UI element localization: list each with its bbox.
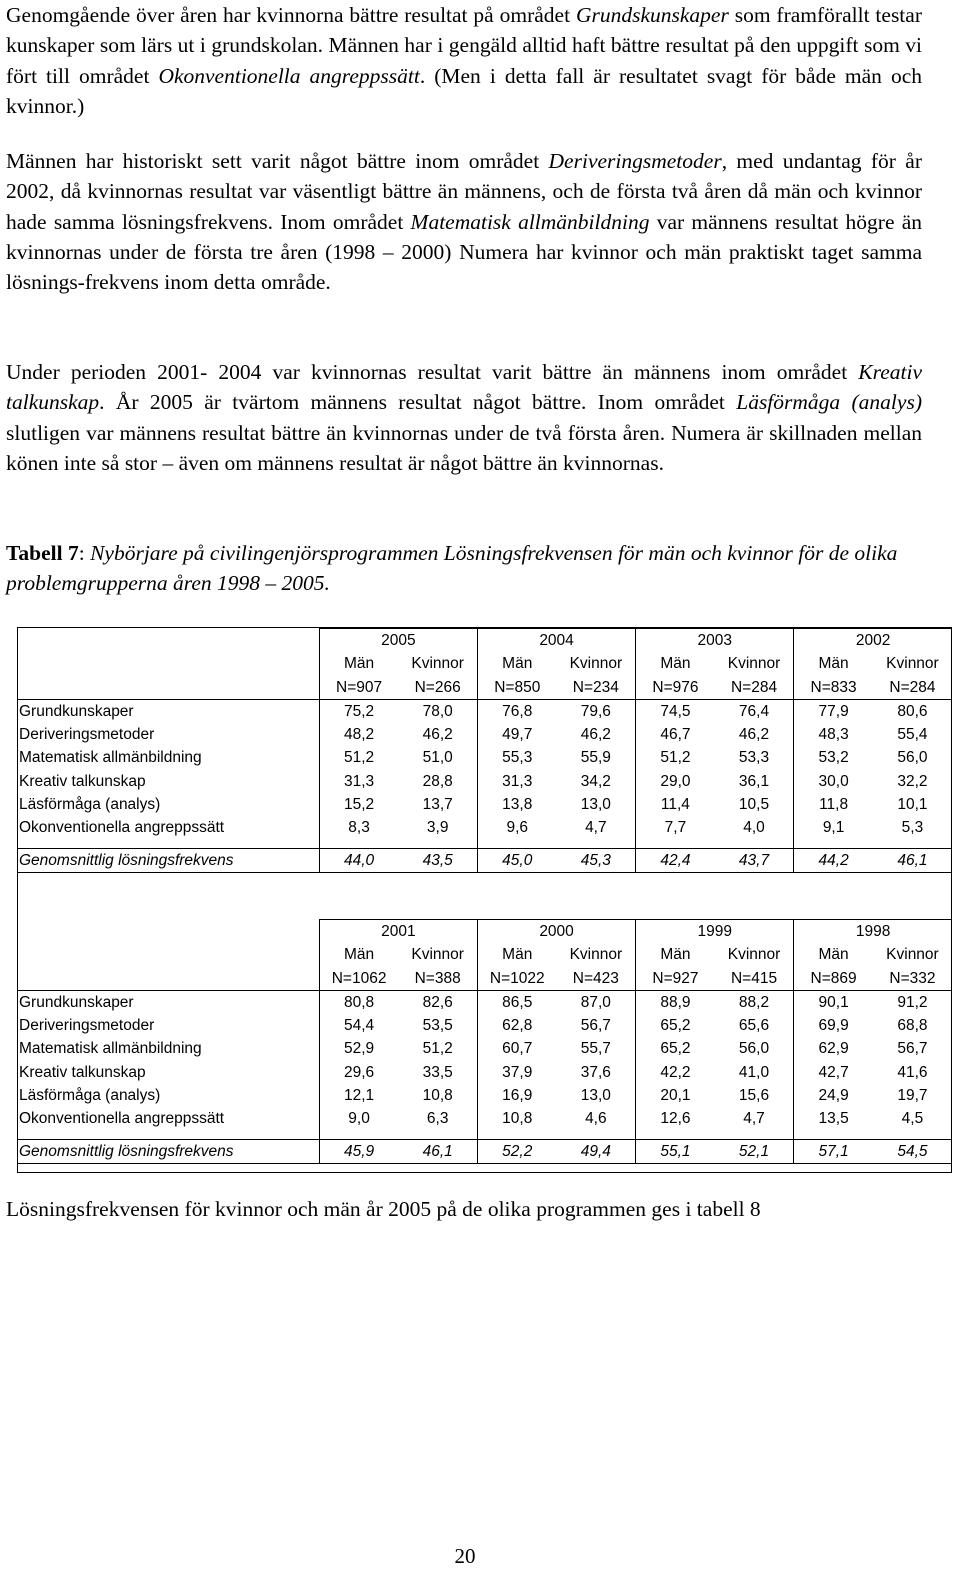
- table-cell: 86,5: [477, 990, 556, 1014]
- header-spacer: [17, 652, 319, 675]
- row-label: Grundkunskaper: [17, 699, 319, 723]
- table-cell: 65,2: [636, 1037, 715, 1060]
- row-label: Läsförmåga (analys): [19, 796, 161, 814]
- table-cell: 13,0: [580, 796, 611, 814]
- count-header: N=415: [730, 969, 778, 987]
- year-header: 2005: [319, 629, 477, 653]
- table-cell: 69,9: [794, 1014, 873, 1037]
- year-header: 1999: [636, 920, 794, 944]
- paragraph-1: [6, 0, 922, 121]
- table-cell: 10,1: [897, 796, 928, 814]
- table-cell: 4,5: [901, 1110, 924, 1128]
- table-cell: 51,0: [422, 749, 453, 767]
- sex-header-row: [17, 943, 952, 966]
- table-row: [17, 1061, 952, 1084]
- table-cell: 79,6: [557, 699, 636, 723]
- table-cell: 68,8: [897, 1017, 928, 1035]
- text-run: var männens resultat högre än kvinnornas under de första tre åren (1998 – 2000) Numera har kvinnor och män praktiskt taget samma lösnings-frekvens inom detta område.: [6, 209, 923, 295]
- row-label: Okonventionella angreppssätt: [19, 1110, 225, 1128]
- table-cell: 28,8: [422, 772, 453, 790]
- table-cell: 53,2: [794, 746, 873, 769]
- summary-cell: 45,9: [319, 1139, 398, 1163]
- header-spacer: [17, 967, 319, 991]
- summary-cell: 49,4: [557, 1139, 636, 1163]
- table-cell: 80,8: [319, 990, 398, 1014]
- table-row: [17, 793, 952, 816]
- text-run: . (Men i detta fall är resultatet svagt för både män och kvinnor.): [6, 63, 922, 118]
- count-header: N=423: [572, 969, 619, 987]
- table-cell: 46,2: [422, 726, 453, 744]
- spacer-cell: [636, 1131, 715, 1140]
- sex-header: Kvinnor: [411, 946, 464, 964]
- text-run: slutligen var männens resultat bättre än kvinnornas under de två första åren. Numera är skillnaden mellan könen inte så stor – även om männens resultat är något bättre än kvinnornas.: [6, 420, 922, 475]
- table-cell: 37,9: [477, 1061, 556, 1084]
- emphasis: Läsförmåga (analys): [736, 390, 922, 415]
- table-cell: 13,5: [794, 1107, 873, 1130]
- year-header: 2001: [319, 920, 477, 944]
- table-cell: 6,3: [426, 1110, 449, 1128]
- summary-row: [17, 848, 952, 872]
- spacer-cell: [398, 1131, 477, 1140]
- table-row: [17, 1084, 952, 1107]
- year-header-row: [17, 920, 952, 944]
- sex-header: Män: [636, 652, 715, 675]
- year-header: 2002: [794, 629, 952, 653]
- table-row: [17, 816, 952, 839]
- count-header: N=284: [730, 678, 778, 696]
- table-cell: 88,9: [636, 990, 715, 1014]
- results-table-2005-2002: [17, 628, 952, 873]
- spacer-cell: [398, 840, 477, 849]
- table-cell: 62,9: [794, 1037, 873, 1060]
- table-caption: [6, 538, 922, 599]
- summary-cell: 57,1: [794, 1139, 873, 1163]
- table-cell: 4,7: [743, 1110, 765, 1128]
- sex-header: Kvinnor: [886, 655, 939, 673]
- table-cell: 29,6: [319, 1061, 398, 1084]
- text-run: Under perioden 2001- 2004 var kvinnornas resultat varit bättre än männens inom området: [6, 360, 859, 384]
- summary-cell: 44,2: [794, 848, 873, 872]
- summary-row: [17, 1139, 952, 1163]
- table-cell: 56,0: [738, 1040, 770, 1058]
- table-cell: 24,9: [794, 1084, 873, 1107]
- row-label: Läsförmåga (analys): [19, 1087, 161, 1105]
- caption-text: Nybörjare på civilingenjörsprogrammen Lösningsfrekvensen för män och kvinnor för de olika problemgrupperna åren 1998 – 2005.: [6, 541, 898, 596]
- emphasis: Deriveringsmetoder: [548, 149, 722, 173]
- paragraph-2: [6, 146, 922, 297]
- table-cell: 42,2: [636, 1061, 715, 1084]
- header-spacer: [17, 629, 319, 653]
- sex-header: Män: [794, 652, 873, 675]
- sex-header: Kvinnor: [886, 946, 939, 964]
- emphasis: Kreativ talkunskap: [6, 360, 922, 415]
- table-row: [17, 723, 952, 746]
- count-header-row: [17, 967, 952, 991]
- table-cell: 12,1: [319, 1084, 398, 1107]
- row-label: Grundkunskaper: [17, 990, 319, 1014]
- count-header: N=332: [889, 969, 936, 987]
- year-header: 2003: [636, 629, 794, 653]
- table-cell: 48,2: [319, 723, 398, 746]
- row-label: Matematisk allmänbildning: [19, 749, 202, 767]
- table-cell: 51,2: [422, 1040, 453, 1058]
- table-cell: 48,3: [794, 723, 873, 746]
- table-row: [17, 746, 952, 769]
- count-header: N=1062: [319, 967, 398, 991]
- year-header: 2000: [477, 920, 635, 944]
- paragraph-4: Lösningsfrekvensen för kvinnor och män år 2005 på de olika programmen ges i tabell 8: [6, 1197, 761, 1221]
- table-cell: 76,8: [477, 699, 556, 723]
- spacer-cell: [715, 840, 794, 849]
- text-run: Männen har historiskt sett varit något bättre inom området: [6, 149, 549, 173]
- page-number: 20: [454, 1544, 476, 1568]
- table-cell: 41,0: [738, 1063, 770, 1081]
- sex-header: Män: [636, 943, 715, 966]
- spacer-cell: [794, 1131, 873, 1140]
- sex-header: Kvinnor: [411, 655, 464, 673]
- table-cell: 46,2: [580, 726, 611, 744]
- table-cell: 65,6: [738, 1017, 770, 1035]
- table-cell: 16,9: [477, 1084, 556, 1107]
- spacer-cell: [17, 1131, 319, 1140]
- spacer-row: [17, 1131, 952, 1140]
- table-row: [17, 770, 952, 793]
- spacer-cell: [636, 840, 715, 849]
- table-cell: 82,6: [398, 990, 477, 1014]
- row-label: Deriveringsmetoder: [19, 1017, 155, 1035]
- year-header: 1998: [794, 920, 952, 944]
- emphasis: Grundskunskaper: [575, 3, 729, 27]
- sex-header-row: [17, 652, 952, 675]
- paragraph-3: [6, 357, 922, 478]
- summary-cell: 44,0: [319, 848, 398, 872]
- count-header: N=1022: [477, 967, 556, 991]
- text-run: Genomgående över åren har kvinnorna bättre resultat på området: [6, 3, 576, 27]
- spacer-cell: [319, 1131, 398, 1140]
- table-cell: 4,7: [585, 819, 607, 837]
- table-cell: 90,1: [794, 990, 873, 1014]
- summary-cell: 46,1: [873, 848, 952, 872]
- spacer-cell: [17, 840, 319, 849]
- results-table-2001-1998: [17, 919, 952, 1164]
- table-cell: 60,7: [477, 1037, 556, 1060]
- header-spacer: [17, 676, 319, 700]
- table-cell: 75,2: [319, 699, 398, 723]
- table-cell: 9,6: [477, 816, 556, 839]
- spacer-cell: [319, 840, 398, 849]
- text-run: som framförallt testar kunskaper som lärs ut i grundskolan. Männen har i gengäld alltid haft bättre resultat på den uppgift som vi fört till området: [6, 3, 922, 88]
- table-cell: 51,2: [319, 746, 398, 769]
- count-header: N=907: [319, 676, 398, 700]
- count-header: N=976: [636, 676, 715, 700]
- table-cell: 13,8: [477, 793, 556, 816]
- table-cell: 10,5: [738, 796, 770, 814]
- table-cell: 4,0: [743, 819, 765, 837]
- table-cell: 37,6: [580, 1063, 611, 1081]
- sex-header: Män: [477, 943, 556, 966]
- table-cell: 11,8: [794, 793, 873, 816]
- sex-header: Kvinnor: [569, 946, 623, 964]
- table-cell: 65,2: [636, 1014, 715, 1037]
- summary-cell: 46,1: [398, 1139, 477, 1163]
- text-run: . År 2005 är tvärtom männens resultat något bättre. Inom området: [99, 390, 737, 415]
- table-cell: 15,6: [738, 1087, 770, 1105]
- table-cell: 52,9: [319, 1037, 398, 1060]
- table-cell: 78,0: [398, 699, 477, 723]
- count-header: N=850: [477, 676, 556, 700]
- table-cell: 56,7: [580, 1017, 611, 1035]
- summary-cell: 55,1: [636, 1139, 715, 1163]
- table-cell: 88,2: [715, 990, 794, 1014]
- spacer-cell: [794, 840, 873, 849]
- year-header-row: [17, 629, 952, 653]
- table-cell: 10,8: [422, 1087, 453, 1105]
- table-cell: 8,3: [319, 816, 398, 839]
- sex-header: Män: [319, 943, 398, 966]
- spacer-cell: [557, 840, 636, 849]
- sex-header: Män: [319, 652, 398, 675]
- table-cell: 55,9: [580, 749, 611, 767]
- table-cell: 3,9: [426, 819, 449, 837]
- table-cell: 87,0: [557, 990, 636, 1014]
- summary-cell: 54,5: [873, 1139, 952, 1163]
- table-cell: 49,7: [477, 723, 556, 746]
- table-row: [17, 1014, 952, 1037]
- table-cell: 13,0: [580, 1087, 611, 1105]
- table-row: [17, 990, 952, 1014]
- count-header: N=869: [794, 967, 873, 991]
- table-cell: 76,4: [715, 699, 794, 723]
- header-spacer: [17, 943, 319, 966]
- table-cell: 19,7: [897, 1087, 928, 1105]
- spacer-cell: [477, 840, 556, 849]
- sex-header: Kvinnor: [569, 655, 623, 673]
- table-cell: 62,8: [477, 1014, 556, 1037]
- sex-header: Kvinnor: [727, 946, 781, 964]
- table-cell: 9,0: [319, 1107, 398, 1130]
- row-label: Kreativ talkunskap: [19, 1063, 146, 1081]
- row-label: Okonventionella angreppssätt: [19, 819, 225, 837]
- table-cell: 29,0: [636, 770, 715, 793]
- table-cell: 33,5: [422, 1063, 453, 1081]
- table-cell: 54,4: [319, 1014, 398, 1037]
- table-cell: 20,1: [636, 1084, 715, 1107]
- table-cell: 80,6: [873, 699, 952, 723]
- table-cell: 4,6: [585, 1110, 607, 1128]
- spacer-cell: [477, 1131, 556, 1140]
- summary-cell: 42,4: [636, 848, 715, 872]
- table-cell: 41,6: [897, 1063, 928, 1081]
- count-header: N=266: [414, 678, 461, 696]
- count-header: N=927: [636, 967, 715, 991]
- table-cell: 10,8: [477, 1107, 556, 1130]
- summary-cell: 43,5: [398, 848, 477, 872]
- summary-label: Genomsnittlig lösningsfrekvens: [17, 1139, 319, 1163]
- table-cell: 36,1: [738, 772, 770, 790]
- summary-label: Genomsnittlig lösningsfrekvens: [17, 848, 319, 872]
- summary-cell: 52,1: [715, 1139, 794, 1163]
- table-cell: 53,5: [422, 1017, 453, 1035]
- table-cell: 74,5: [636, 699, 715, 723]
- row-label: Kreativ talkunskap: [19, 772, 146, 790]
- count-header: N=388: [414, 969, 461, 987]
- table-cell: 7,7: [636, 816, 715, 839]
- year-header: 2004: [477, 629, 635, 653]
- row-label: Deriveringsmetoder: [19, 726, 155, 744]
- table-cell: 55,7: [580, 1040, 611, 1058]
- table-row: [17, 1107, 952, 1130]
- table-cell: 5,3: [901, 819, 924, 837]
- table-cell: 55,4: [897, 726, 928, 744]
- spacer-cell: [715, 1131, 794, 1140]
- table-cell: 91,2: [873, 990, 952, 1014]
- table-row: [17, 699, 952, 723]
- table-cell: 13,7: [422, 796, 453, 814]
- sex-header: Kvinnor: [727, 655, 781, 673]
- summary-cell: 43,7: [715, 848, 794, 872]
- summary-cell: 45,3: [557, 848, 636, 872]
- emphasis: Matematisk allmänbildning: [410, 209, 650, 234]
- table-row: [17, 1037, 952, 1060]
- spacer-cell: [557, 1131, 636, 1140]
- row-label: Matematisk allmänbildning: [19, 1040, 202, 1058]
- emphasis: Okonventionella angreppssätt: [158, 63, 420, 88]
- summary-cell: 45,0: [477, 848, 556, 872]
- table-cell: 77,9: [794, 699, 873, 723]
- table-cell: 31,3: [319, 770, 398, 793]
- table-cell: 53,3: [738, 749, 770, 767]
- table-cell: 32,2: [897, 772, 928, 790]
- caption-label: Tabell 7: [6, 541, 79, 565]
- table-cell: 12,6: [636, 1107, 715, 1130]
- spacer-cell: [873, 1131, 952, 1140]
- table-cell: 30,0: [794, 770, 873, 793]
- table-cell: 55,3: [477, 746, 556, 769]
- count-header: N=833: [794, 676, 873, 700]
- count-header-row: [17, 676, 952, 700]
- table-cell: 56,0: [897, 749, 928, 767]
- spacer-cell: [873, 840, 952, 849]
- count-header: N=234: [572, 678, 619, 696]
- sex-header: Män: [477, 652, 556, 675]
- table-cell: 15,2: [319, 793, 398, 816]
- caption-separator: :: [78, 541, 91, 565]
- count-header: N=284: [889, 678, 936, 696]
- sex-header: Män: [794, 943, 873, 966]
- table-cell: 46,7: [636, 723, 715, 746]
- summary-cell: 52,2: [477, 1139, 556, 1163]
- header-spacer: [17, 920, 319, 944]
- table-cell: 51,2: [636, 746, 715, 769]
- spacer-row: [17, 840, 952, 849]
- table-cell: 31,3: [477, 770, 556, 793]
- table-cell: 9,1: [794, 816, 873, 839]
- table-cell: 46,2: [738, 726, 770, 744]
- table-cell: 42,7: [794, 1061, 873, 1084]
- table-cell: 34,2: [580, 772, 611, 790]
- table-cell: 56,7: [897, 1040, 928, 1058]
- table-cell: 11,4: [636, 793, 715, 816]
- text-run: , med undantag för år 2002, då kvinnornas resultat var väsentligt bättre än männens, och de första två åren då män och kvinnor hade samma lösningsfrekvens. Inom området: [6, 149, 922, 234]
